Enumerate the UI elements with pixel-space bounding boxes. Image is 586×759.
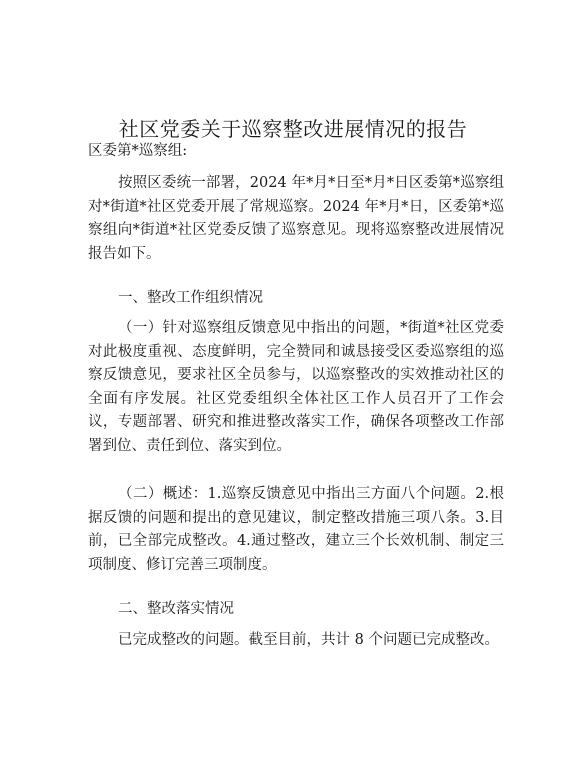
section-heading-implementation: 二、整改落实情况 [118, 601, 234, 617]
intro-paragraph: 按照区委统一部署，2024 年*月*日至*月*日区委第*巡察组对*街道*社区党委开展了常规巡察。2024 年*月*日，区委第*巡察组向*街道*社区党委反馈了巡察意见。现将巡察整改进展情况报告如下。 [88, 175, 504, 262]
section-item-overview: （二）概述：1.巡察反馈意见中指出三方面八个问题。2.根据反馈的问题和提出的意见建议，制定整改措施三项八条。3.目前，已全部完成整改。4.通过整改，建立三个长效机制、制定三项制度、修订完善三项制度。 [88, 486, 504, 573]
document-title: 社区党委关于巡察整改进展情况的报告 [118, 117, 468, 142]
section-heading-organization: 一、整改工作组织情况 [118, 290, 263, 306]
section-item-response: （一）针对巡察组反馈意见中指出的问题，*街道*社区党委对此极度重视、态度鲜明，完全赞同和诚恳接受区委巡察组的巡察反馈意见，要求社区全员参与，以巡察整改的实效推动社区的全面有序发展。社区党委组织全体社区工作人员召开了工作会议，专题部署、研究和推进整改落实工作，确保各项整改工作部署到位、责任到位、落实到位。 [88, 320, 504, 454]
implementation-paragraph: 已完成整改的问题。截至目前，共计 8 个问题已完成整改。 [118, 632, 499, 648]
salutation: 区委第*巡察组: [88, 143, 188, 159]
